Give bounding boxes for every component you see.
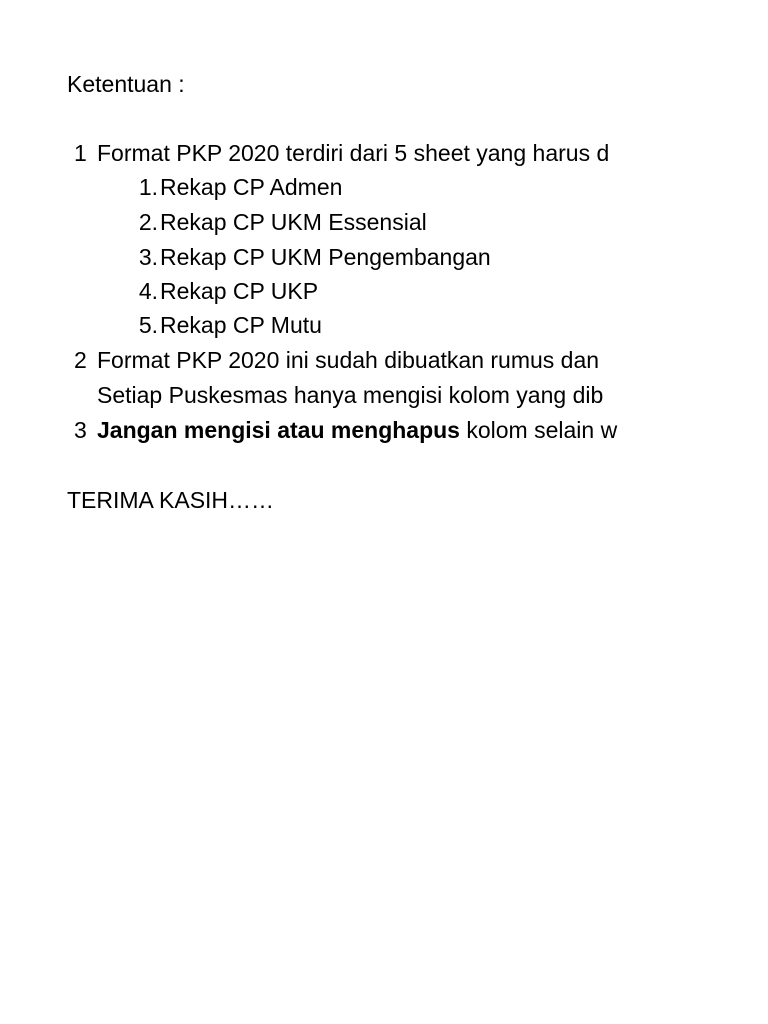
sub-item-text: Rekap CP Admen [160, 174, 343, 200]
sub-item-text: Rekap CP UKM Essensial [160, 209, 427, 235]
sub-item-number: 5. [138, 312, 158, 338]
item-text-continuation: Setiap Puskesmas hanya mengisi kolom yang dib [97, 382, 604, 408]
sub-item-text: Rekap CP Mutu [160, 312, 322, 338]
sub-item-number: 1. [138, 174, 158, 200]
item-bold-text: Jangan mengisi atau menghapus [97, 417, 460, 443]
closing-text: TERIMA KASIH…… [67, 487, 275, 513]
page-heading: Ketentuan : [67, 71, 185, 97]
sub-item-text: Rekap CP UKM Pengembangan [160, 244, 491, 270]
item-number: 2 [74, 347, 87, 373]
item-number: 3 [74, 417, 87, 443]
sub-item-text: Rekap CP UKP [160, 278, 319, 304]
item-text: Format PKP 2020 ini sudah dibuatkan rumus dan [97, 347, 600, 373]
sub-item-number: 3. [138, 244, 158, 270]
item-text: Format PKP 2020 terdiri dari 5 sheet yang harus d [97, 140, 610, 166]
item-regular-text: kolom selain w [459, 417, 618, 443]
item-text [97, 413, 617, 447]
item-number: 1 [74, 140, 87, 166]
sub-item-number: 2. [138, 209, 158, 235]
sub-item-number: 4. [138, 278, 158, 304]
